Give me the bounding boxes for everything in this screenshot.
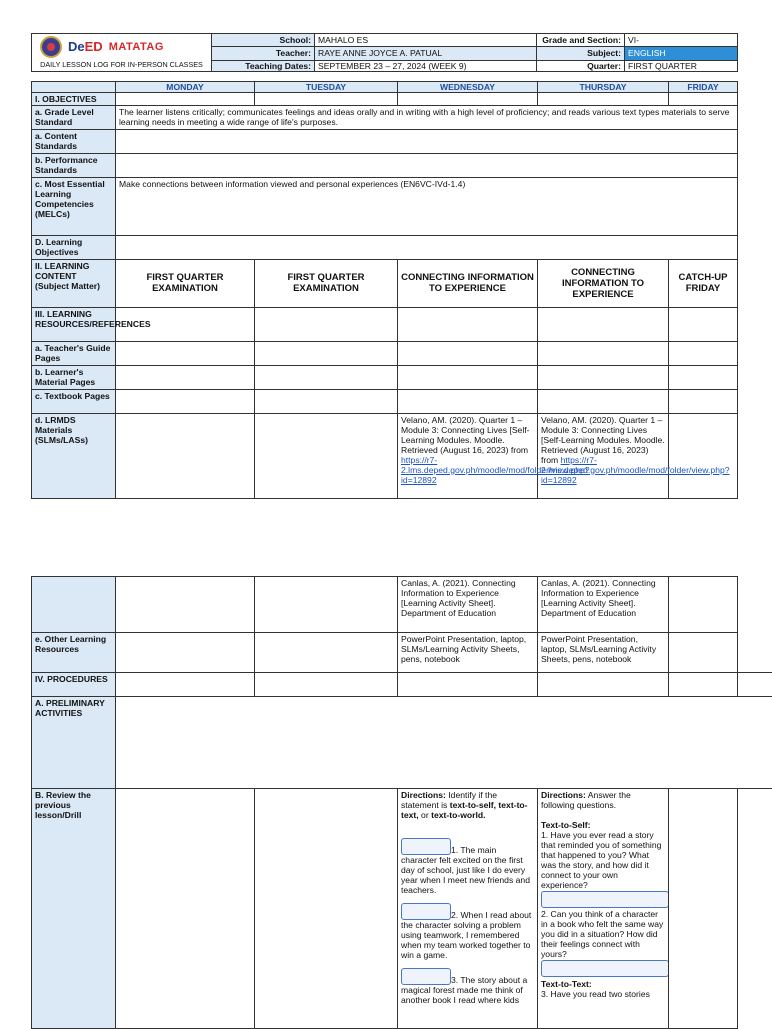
lrmds-wednesday: Velano, AM. (2020). Quarter 1 – Module 3: Connecting Lives [Self-Learning Modules. Moodle. Retrieved (August 16, 2023) from https://r7-2.lms.deped.gov.ph/moodle/mod/folder/view.php?id=12892 xyxy=(398,413,538,498)
moodle-link-wednesday[interactable]: https://r7-2.lms.deped.gov.ph/moodle/mod/folder/view.php?id=12892 xyxy=(401,454,590,485)
content-monday: FIRST QUARTER EXAMINATION xyxy=(116,259,255,307)
day-thursday: THURSDAY xyxy=(538,81,669,92)
deped-logo xyxy=(32,34,211,60)
quarter-label: Quarter: xyxy=(537,60,625,71)
learning-objectives-label: D. Learning Objectives xyxy=(32,235,116,259)
performance-standards-label: b. Performance Standards xyxy=(32,153,116,177)
other-resources-thursday: PowerPoint Presentation, laptop, SLMs/Learning Activity Sheets, pens, notebook xyxy=(538,633,669,673)
deped-seal-icon xyxy=(40,36,62,58)
school-label: School: xyxy=(212,34,315,47)
content-friday: CATCH-UP FRIDAY xyxy=(669,259,738,307)
log-title: DAILY LESSON LOG FOR IN-PERSON CLASSES xyxy=(32,60,212,71)
teacher-label: Teacher: xyxy=(212,47,315,60)
answer-box-5[interactable] xyxy=(541,960,669,977)
answer-box-4[interactable] xyxy=(541,891,669,908)
procedures-label: IV. PROCEDURES xyxy=(32,673,116,697)
content-tuesday: FIRST QUARTER EXAMINATION xyxy=(255,259,398,307)
subject-value: ENGLISH xyxy=(625,47,738,60)
review-thursday: Directions: Answer the following questions. Text-to-Self: 1. Have you ever read a story that reminded you of something that happened to you? What was the story, and how did it connect to your own experience? 2. Can you think of a character in a book who felt the same way you did in a situation? How did their feelings connect with yours? Text-to-Text: 3. Have you read two stories xyxy=(538,789,669,1029)
day-monday: MONDAY xyxy=(116,81,255,92)
school-value: MAHALO ES xyxy=(315,34,537,47)
lrmds-thursday: Velano, AM. (2020). Quarter 1 – Module 3: Connecting Lives [Self-Learning Modules. Moodle. Retrieved (August 16, 2023) from https://r7-2.lms.deped.gov.ph/moodle/mod/folder/view.php?id=12892 xyxy=(538,413,669,498)
grade-standard-text: The learner listens critically; communicates feelings and ideas orally and in writing with a high level of proficiency; and reads various text types materials to serve learning needs in meeting a wide range of life's purposes. xyxy=(116,105,738,129)
lesson-table-page-2 xyxy=(31,576,772,1029)
header-table xyxy=(31,33,738,72)
matatag-wordmark: MATATAG xyxy=(108,41,164,53)
objectives-label: I. OBJECTIVES xyxy=(32,92,116,105)
dates-value: SEPTEMBER 23 – 27, 2024 (WEEK 9) xyxy=(315,60,537,71)
lrmds-label: d. LRMDS Materials (SLMs/LASs) xyxy=(32,413,116,498)
dates-label: Teaching Dates: xyxy=(212,60,315,71)
teachers-guide-label: a. Teacher's Guide Pages xyxy=(32,341,116,365)
review-label: B. Review the previous lesson/Drill xyxy=(32,789,116,1029)
canlas-ref-wednesday: Canlas, A. (2021). Connecting Information to Experience [Learning Activity Sheet]. Department of Education xyxy=(398,577,538,633)
deped-wordmark: DeED xyxy=(68,39,103,54)
learning-content-label: II. LEARNING CONTENT (Subject Matter) xyxy=(32,259,116,307)
logo-cell xyxy=(32,34,212,61)
content-wednesday: CONNECTING INFORMATION TO EXPERIENCE xyxy=(398,259,538,307)
moodle-link-thursday[interactable]: https://r7-2.lms.deped.gov.ph/moodle/mod/folder/view.php?id=12892 xyxy=(541,454,730,485)
other-resources-wednesday: PowerPoint Presentation, laptop, SLMs/Learning Activity Sheets, pens, notebook xyxy=(398,633,538,673)
lesson-table-page-1 xyxy=(31,81,738,499)
preliminary-activities-label: A. PRELIMINARY ACTIVITIES xyxy=(32,697,116,789)
grade-standard-label: a. Grade Level Standard xyxy=(32,105,116,129)
review-wednesday: Directions: Identify if the statement is text-to-self, text-to-text, or text-to-world. 1. The main character felt excited on the first day of school, just like I do every year when I meet new friends and teachers. 2. When I read about the character solving a problem using teamwork, I remembered when my team worked together to win a game. 3. The story about a magical forest made me think of another book I read where kids xyxy=(398,789,538,1029)
day-wednesday: WEDNESDAY xyxy=(398,81,538,92)
melc-label: c. Most Essential Learning Competencies (MELCs) xyxy=(32,177,116,235)
answer-box-1[interactable] xyxy=(401,838,451,855)
canlas-ref-thursday: Canlas, A. (2021). Connecting Information to Experience [Learning Activity Sheet]. Department of Education xyxy=(538,577,669,633)
learning-resources-label: III. LEARNING RESOURCES/REFERENCES xyxy=(32,307,116,341)
content-standards-label: a. Content Standards xyxy=(32,129,116,153)
day-tuesday: TUESDAY xyxy=(255,81,398,92)
melc-text: Make connections between information viewed and personal experiences (EN6VC-IVd-1.4) xyxy=(116,177,738,235)
grade-value: VI- xyxy=(625,34,738,47)
answer-box-3[interactable] xyxy=(401,968,451,985)
textbook-pages-label: c. Textbook Pages xyxy=(32,389,116,413)
content-thursday: CONNECTING INFORMATION TO EXPERIENCE xyxy=(538,259,669,307)
learners-material-label: b. Learner's Material Pages xyxy=(32,365,116,389)
day-header-row xyxy=(32,81,738,92)
subject-label: Subject: xyxy=(537,47,625,60)
other-resources-label: e. Other Learning Resources xyxy=(32,633,116,673)
quarter-value: FIRST QUARTER xyxy=(625,60,738,71)
day-friday: FRIDAY xyxy=(669,81,738,92)
page-1 xyxy=(0,33,768,499)
teacher-value: RAYE ANNE JOYCE A. PATUAL xyxy=(315,47,537,60)
page-2 xyxy=(0,576,768,1029)
grade-label: Grade and Section: xyxy=(537,34,625,47)
answer-box-2[interactable] xyxy=(401,903,451,920)
